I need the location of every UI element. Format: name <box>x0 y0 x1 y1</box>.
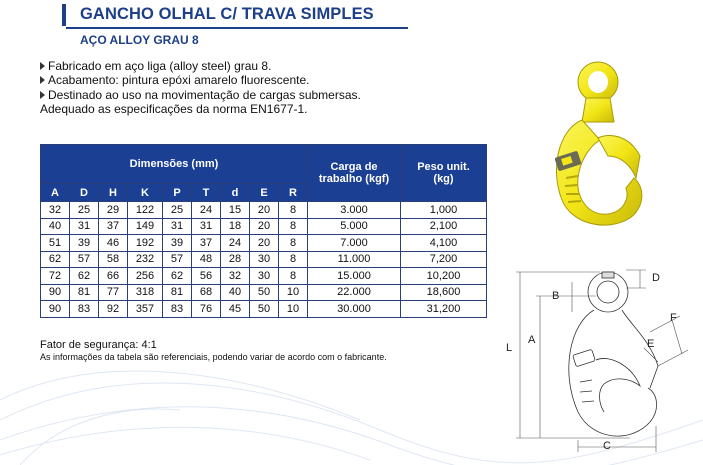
table-cell: 31,200 <box>401 301 487 318</box>
hook-product-image <box>538 60 658 235</box>
description-block <box>40 59 361 117</box>
table-cell: 37 <box>192 235 221 252</box>
dimension-col-header: d <box>221 184 250 202</box>
bullet-item: Destinado ao uso na movimentação de cargas submersas. <box>40 88 361 102</box>
table-cell: 232 <box>128 251 163 268</box>
table-cell: 15.000 <box>308 268 401 285</box>
dimension-label-C: C <box>603 440 611 452</box>
table-cell: 28 <box>221 251 250 268</box>
table-cell: 5.000 <box>308 218 401 235</box>
table-cell: 32 <box>221 268 250 285</box>
table-cell: 90 <box>41 284 70 301</box>
table-cell: 57 <box>70 251 99 268</box>
notes-block <box>40 339 387 362</box>
carga-header: Carga de trabalho (kgf) <box>308 145 401 202</box>
table-cell: 30.000 <box>308 301 401 318</box>
table-cell: 8 <box>279 235 308 252</box>
peso-header: Peso unit. (kg) <box>401 145 487 202</box>
table-cell: 32 <box>41 202 70 219</box>
spec-table <box>40 144 487 318</box>
title-underline <box>66 27 408 29</box>
bullet-arrow-icon <box>40 62 45 70</box>
table-row <box>41 284 487 301</box>
table-cell: 81 <box>163 284 192 301</box>
table-cell: 50 <box>250 284 279 301</box>
table-cell: 31 <box>70 218 99 235</box>
norm-line: Adequado as especificações da norma EN1677-1. <box>40 102 308 117</box>
table-cell: 122 <box>128 202 163 219</box>
table-cell: 10,200 <box>401 268 487 285</box>
dimension-label-A: A <box>528 334 536 346</box>
table-cell: 8 <box>279 218 308 235</box>
dimension-label-D: D <box>652 272 660 284</box>
table-row <box>41 235 487 252</box>
table-cell: 29 <box>99 202 128 219</box>
table-cell: 48 <box>192 251 221 268</box>
table-cell: 25 <box>163 202 192 219</box>
table-cell: 30 <box>250 251 279 268</box>
table-cell: 77 <box>99 284 128 301</box>
bullet-arrow-icon <box>40 76 45 84</box>
table-cell: 58 <box>99 251 128 268</box>
page-subtitle: AÇO ALLOY GRAU 8 <box>80 33 199 47</box>
table-cell: 37 <box>99 218 128 235</box>
table-cell: 51 <box>41 235 70 252</box>
table-cell: 22.000 <box>308 284 401 301</box>
table-cell: 62 <box>41 251 70 268</box>
bullet-arrow-icon <box>40 91 45 99</box>
table-cell: 20 <box>250 235 279 252</box>
table-cell: 3.000 <box>308 202 401 219</box>
table-cell: 20 <box>250 218 279 235</box>
disclaimer-note: As informações da tabela são referenciais, podendo variar de acordo com o fabricante. <box>40 352 387 362</box>
table-row <box>41 202 487 219</box>
dimension-label-L: L <box>506 342 513 354</box>
table-cell: 2,100 <box>401 218 487 235</box>
table-cell: 90 <box>41 301 70 318</box>
table-cell: 76 <box>192 301 221 318</box>
safety-factor-note: Fator de segurança: 4:1 <box>40 339 157 351</box>
table-row <box>41 268 487 285</box>
table-cell: 11.000 <box>308 251 401 268</box>
table-cell: 62 <box>70 268 99 285</box>
table-cell: 256 <box>128 268 163 285</box>
table-cell: 62 <box>163 268 192 285</box>
table-cell: 31 <box>163 218 192 235</box>
dimension-col-header: K <box>128 184 163 202</box>
table-cell: 68 <box>192 284 221 301</box>
dimension-col-header: P <box>163 184 192 202</box>
table-cell: 18 <box>221 218 250 235</box>
table-cell: 10 <box>279 301 308 318</box>
dimension-label-F: F <box>670 312 677 324</box>
table-row <box>41 218 487 235</box>
table-cell: 40 <box>41 218 70 235</box>
table-cell: 72 <box>41 268 70 285</box>
table-cell: 20 <box>250 202 279 219</box>
dimension-label-E: E <box>647 338 655 350</box>
table-cell: 8 <box>279 202 308 219</box>
dimension-col-header: D <box>70 184 99 202</box>
table-cell: 8 <box>279 268 308 285</box>
dimension-col-header: T <box>192 184 221 202</box>
dimension-col-header: H <box>99 184 128 202</box>
table-row <box>41 301 487 318</box>
table-cell: 30 <box>250 268 279 285</box>
table-cell: 31 <box>192 218 221 235</box>
table-cell: 318 <box>128 284 163 301</box>
table-cell: 56 <box>192 268 221 285</box>
table-cell: 18,600 <box>401 284 487 301</box>
table-cell: 149 <box>128 218 163 235</box>
table-cell: 192 <box>128 235 163 252</box>
table-cell: 24 <box>192 202 221 219</box>
table-cell: 357 <box>128 301 163 318</box>
page-title: GANCHO OLHAL C/ TRAVA SIMPLES <box>80 5 374 23</box>
bullet-item: Acabamento: pintura epóxi amarelo fluorescente. <box>40 73 361 87</box>
table-cell: 1,000 <box>401 202 487 219</box>
dimension-col-header: R <box>279 184 308 202</box>
dimension-col-header: E <box>250 184 279 202</box>
hook-dimension-diagram <box>500 262 700 462</box>
table-cell: 7,200 <box>401 251 487 268</box>
table-cell: 83 <box>70 301 99 318</box>
table-cell: 40 <box>221 284 250 301</box>
table-cell: 8 <box>279 251 308 268</box>
table-cell: 92 <box>99 301 128 318</box>
bullet-item: Fabricado em aço liga (alloy steel) grau 8. <box>40 59 361 73</box>
table-cell: 83 <box>163 301 192 318</box>
table-cell: 66 <box>99 268 128 285</box>
dimension-col-header: A <box>41 184 70 202</box>
table-cell: 45 <box>221 301 250 318</box>
table-cell: 7.000 <box>308 235 401 252</box>
table-cell: 46 <box>99 235 128 252</box>
table-cell: 57 <box>163 251 192 268</box>
dimensions-header: Dimensões (mm) <box>41 145 308 184</box>
table-cell: 39 <box>70 235 99 252</box>
dimension-label-B: B <box>552 290 560 302</box>
table-cell: 15 <box>221 202 250 219</box>
table-cell: 4,100 <box>401 235 487 252</box>
table-cell: 24 <box>221 235 250 252</box>
table-cell: 25 <box>70 202 99 219</box>
table-cell: 10 <box>279 284 308 301</box>
table-cell: 39 <box>163 235 192 252</box>
table-cell: 50 <box>250 301 279 318</box>
table-row <box>41 251 487 268</box>
table-cell: 81 <box>70 284 99 301</box>
